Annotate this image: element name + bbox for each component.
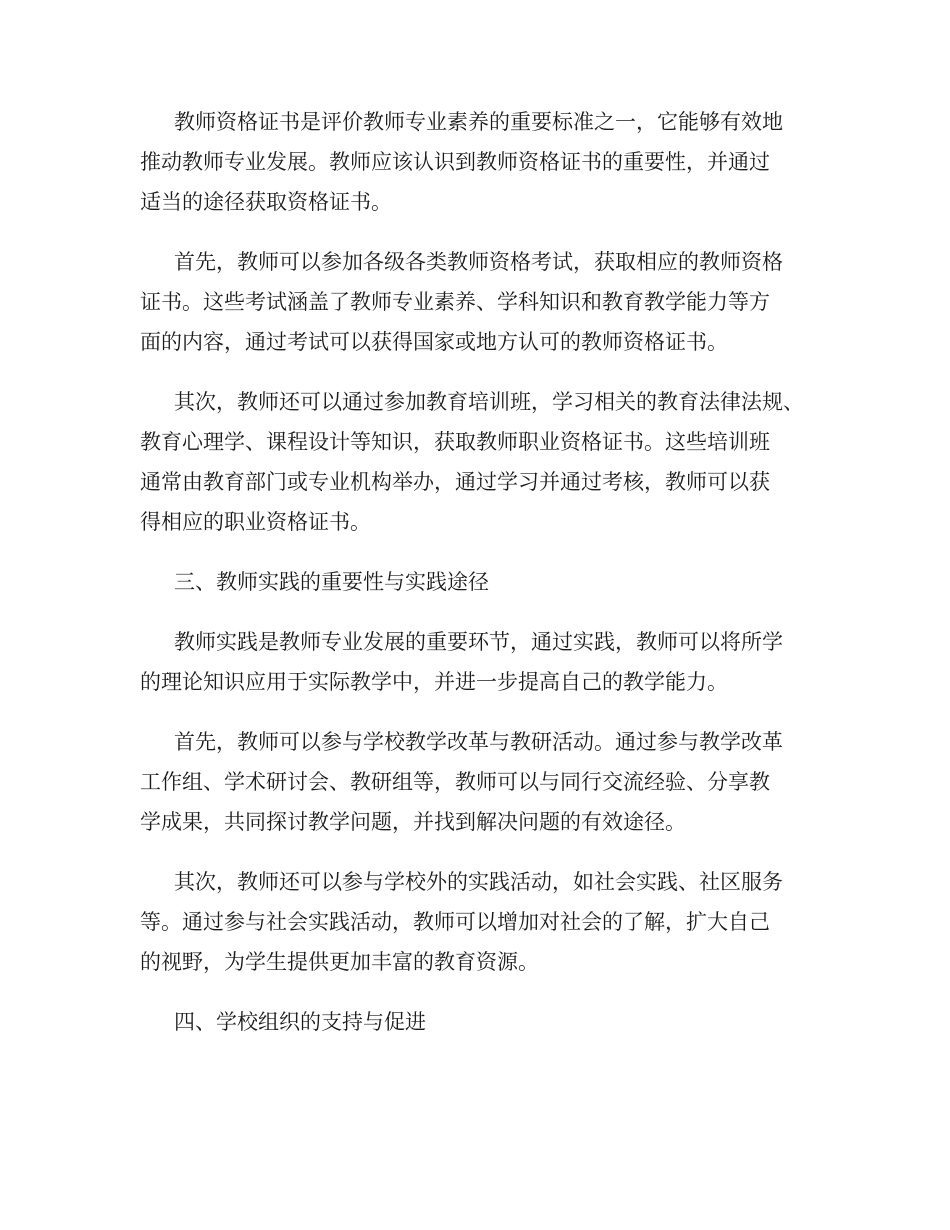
paragraph-line: 其次，教师还可以参与学校外的实践活动，如社会实践、社区服务 [174, 870, 783, 894]
section-heading-four: 四、学校组织的支持与促进 [174, 1010, 426, 1034]
paragraph-line: 教育心理学、课程设计等知识，获取教师职业资格证书。这些培训班 [140, 430, 770, 454]
paragraph-line: 面的内容，通过考试可以获得国家或地方认可的教师资格证书。 [140, 330, 728, 354]
paragraph-certificate-exam [140, 242, 830, 362]
paragraph-line: 等。通过参与社会实践活动，教师可以增加对社会的了解，扩大自己 [140, 910, 770, 934]
paragraph-certificate-intro [140, 102, 830, 222]
paragraph-line: 学成果，共同探讨教学问题，并找到解决问题的有效途径。 [140, 810, 686, 834]
paragraph-line: 的理论知识应用于实际教学中，并进一步提高自己的教学能力。 [140, 670, 728, 694]
paragraph-practice-intro [140, 622, 830, 702]
section-heading-three: 三、教师实践的重要性与实践途径 [174, 570, 489, 594]
document-body [140, 102, 830, 1062]
paragraph-practice-school [140, 722, 830, 842]
paragraph-line: 证书。这些考试涵盖了教师专业素养、学科知识和教育教学能力等方 [140, 290, 770, 314]
paragraph-practice-external [140, 862, 830, 982]
paragraph-line: 的视野，为学生提供更加丰富的教育资源。 [140, 950, 539, 974]
paragraph-certificate-training [140, 382, 830, 542]
paragraph-line: 得相应的职业资格证书。 [140, 510, 371, 534]
paragraph-line: 首先，教师可以参加各级各类教师资格考试，获取相应的教师资格 [174, 250, 783, 274]
paragraph-line: 推动教师专业发展。教师应该认识到教师资格证书的重要性，并通过 [140, 150, 770, 174]
paragraph-line: 其次，教师还可以通过参加教育培训班，学习相关的教育法律法规、 [174, 390, 804, 414]
paragraph-line: 工作组、学术研讨会、教研组等，教师可以与同行交流经验、分享教 [140, 770, 770, 794]
paragraph-line: 通常由教育部门或专业机构举办，通过学习并通过考核，教师可以获 [140, 470, 770, 494]
paragraph-line: 适当的途径获取资格证书。 [140, 190, 392, 214]
paragraph-line: 教师资格证书是评价教师专业素养的重要标准之一，它能够有效地 [174, 110, 783, 134]
paragraph-line: 首先，教师可以参与学校教学改革与教研活动。通过参与教学改革 [174, 730, 783, 754]
paragraph-line: 教师实践是教师专业发展的重要环节，通过实践，教师可以将所学 [174, 630, 783, 654]
